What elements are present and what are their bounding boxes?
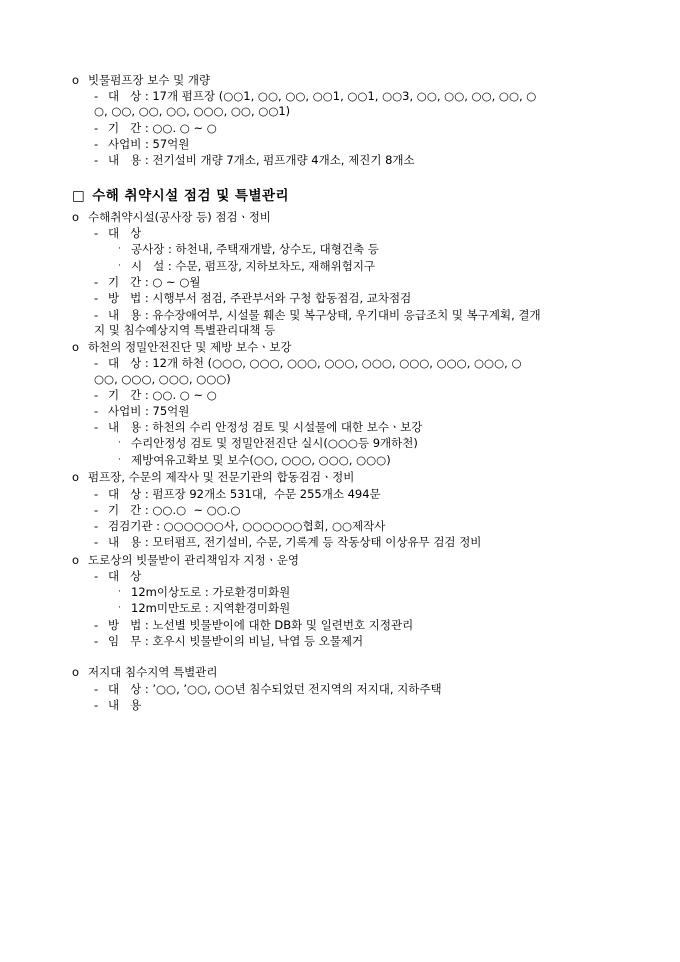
- list-item-label: 기 간 : ○○. ○ ~ ○: [108, 120, 217, 135]
- list-item: [94, 699, 632, 712]
- dot-marker-icon: ·: [118, 603, 121, 614]
- list-item: [118, 243, 632, 257]
- list-item-label: 12m이상도로 : 가로환경미화원: [131, 584, 291, 599]
- list-item: [94, 357, 632, 370]
- dash-marker-icon: -: [94, 486, 99, 501]
- list-item-label: 대 상: [108, 226, 142, 241]
- list-item-label: 하천의 정밀안전진단 및 제방 보수ㆍ보강: [88, 340, 292, 355]
- list-item: [118, 602, 632, 616]
- dash-marker-icon: -: [94, 307, 99, 322]
- section-flood-vulnerable: [72, 189, 632, 712]
- dash-marker-icon: -: [94, 535, 99, 550]
- dash-marker-icon: -: [94, 420, 99, 435]
- list-item: [118, 454, 632, 468]
- list-item: [118, 260, 632, 274]
- list-item-label: 임 무 : 호우시 빗물받이의 비닐, 낙엽 등 오물제거: [108, 634, 364, 649]
- dash-marker-icon: -: [94, 519, 99, 534]
- list-item: [72, 74, 632, 87]
- dash-marker-icon: -: [94, 568, 99, 583]
- list-item-label: 내 용 : 모터펌프, 전기설비, 수문, 기록계 등 작동상태 이상유무 검검 정비: [108, 535, 482, 550]
- dash-marker-icon: -: [94, 697, 99, 712]
- list-item-label: 방 법 : 시행부서 점검, 주관부서와 구청 합동점검, 교차점검: [108, 291, 412, 306]
- list-item-label: 펌프장, 수문의 제작사 및 전문기관의 합동검검ㆍ정비: [88, 470, 355, 485]
- dash-marker-icon: -: [94, 226, 99, 241]
- dot-marker-icon: ·: [118, 260, 121, 271]
- list-item: [94, 122, 632, 135]
- list-item-label: 기 간 : ○○.○ ~ ○○.○: [108, 502, 241, 517]
- list-item-label: 사업비 : 75억원: [108, 404, 190, 419]
- list-item: [94, 227, 632, 240]
- list-item-continuation: [94, 105, 632, 118]
- section-rain-pump: [72, 74, 632, 167]
- list-item-label: 내 용 : 유수장애여부, 시설물 훼손 및 복구상태, 우기대비 응급조치 및 복구계획, 결개: [108, 307, 541, 322]
- dash-marker-icon: -: [94, 153, 99, 168]
- list-item: [94, 570, 632, 583]
- list-item-label: 지 및 침수예상지역 특별관리대책 등: [94, 322, 276, 337]
- dash-marker-icon: -: [94, 617, 99, 632]
- list-item: [94, 488, 632, 501]
- list-item: [94, 405, 632, 418]
- list-item: [94, 389, 632, 402]
- circle-marker-icon: o: [72, 340, 80, 355]
- list-item: [72, 666, 632, 679]
- list-item-label: 도로상의 빗물받이 관리책임자 지정ㆍ운영: [88, 552, 299, 567]
- list-item: [94, 504, 632, 517]
- list-item-label: 사업비 : 57억원: [108, 136, 190, 151]
- list-item-label: 내 용: [108, 697, 142, 712]
- list-item-label: 내 용 : 전기설비 개량 7개소, 펌프개량 4개소, 제진기 8개소: [108, 153, 415, 168]
- list-item-label: 수해취약시설(공사장 등) 점검ㆍ정비: [88, 209, 271, 224]
- list-item: [94, 619, 632, 632]
- list-item-label: 기 간 : ○ ~ ○월: [108, 275, 201, 290]
- dash-marker-icon: -: [94, 502, 99, 517]
- list-item-label: 수리안정성 검토 및 정밀안전진단 실시(○○○등 9개하천): [131, 436, 418, 451]
- list-item: [118, 586, 632, 600]
- dash-marker-icon: -: [94, 681, 99, 696]
- list-item-label: 대 상: [108, 568, 142, 583]
- circle-marker-icon: o: [72, 665, 80, 680]
- dash-marker-icon: -: [94, 291, 99, 306]
- list-item-label: 대 상 : 17개 펌프장 (○○1, ○○, ○○, ○○1, ○○1, ○○3, ○○, ○○, ○○, ○○, ○: [108, 89, 537, 104]
- list-item-label: 12m미만도로 : 지역환경미화원: [131, 601, 291, 616]
- list-item-label: 제방여유고확보 및 보수(○○, ○○○, ○○○, ○○○): [131, 452, 391, 467]
- dash-marker-icon: -: [94, 136, 99, 151]
- list-item-label: 빗물펌프장 보수 및 개량: [88, 73, 211, 87]
- list-item-label: 검검기관 : ○○○○○○사, ○○○○○○협회, ○○제작사: [108, 519, 386, 534]
- list-item: [94, 536, 632, 549]
- list-item: [72, 554, 632, 567]
- section-heading-label: 수해 취약시설 점검 및 특별관리: [92, 188, 290, 205]
- circle-marker-icon: o: [72, 209, 80, 224]
- list-item-label: 대 상 : 12개 하천 (○○○, ○○○, ○○○, ○○○, ○○○, ○○○, ○○○, ○○○, ○: [108, 356, 522, 371]
- dash-marker-icon: -: [94, 120, 99, 135]
- list-item-continuation: [94, 373, 632, 386]
- spacer: [72, 648, 632, 662]
- dash-marker-icon: -: [94, 387, 99, 402]
- circle-marker-icon: o: [72, 73, 80, 87]
- list-item: [94, 292, 632, 305]
- list-item: [118, 437, 632, 451]
- dot-marker-icon: ·: [118, 438, 121, 449]
- list-item: [94, 520, 632, 533]
- list-item: [94, 421, 632, 434]
- list-item: [94, 683, 632, 696]
- dot-marker-icon: ·: [118, 586, 121, 597]
- dash-marker-icon: -: [94, 356, 99, 371]
- dot-marker-icon: ·: [118, 454, 121, 465]
- circle-marker-icon: o: [72, 552, 80, 567]
- list-item: [72, 471, 632, 484]
- list-item-label: 내 용 : 하천의 수리 안정성 검토 및 시설물에 대한 보수ㆍ보강: [108, 420, 423, 435]
- list-item: [94, 276, 632, 289]
- list-item-label: 기 간 : ○○. ○ ~ ○: [108, 387, 217, 402]
- list-item: [94, 90, 632, 103]
- section-heading: [72, 189, 632, 205]
- square-marker-icon: □: [72, 188, 86, 205]
- list-item-label: 시 설 : 수문, 펌프장, 지하보차도, 재해위험지구: [131, 258, 376, 273]
- dot-marker-icon: ·: [118, 244, 121, 255]
- dash-marker-icon: -: [94, 634, 99, 649]
- list-item: [94, 309, 632, 322]
- list-item-label: ○, ○○, ○○, ○○, ○○○, ○○, ○○1): [94, 104, 291, 119]
- dash-marker-icon: -: [94, 404, 99, 419]
- dash-marker-icon: -: [94, 275, 99, 290]
- list-item-label: ○○, ○○○, ○○○, ○○○): [94, 371, 231, 386]
- list-item: [72, 341, 632, 354]
- list-item: [94, 635, 632, 648]
- circle-marker-icon: o: [72, 470, 80, 485]
- list-item-label: 대 상 : ’○○, ’○○, ○○년 침수되었던 전지역의 저지대, 지하주택: [108, 681, 442, 696]
- list-item: [72, 211, 632, 224]
- list-item: [94, 154, 632, 167]
- list-item-label: 저지대 침수지역 특별관리: [88, 665, 218, 680]
- list-item-label: 대 상 : 펌프장 92개소 531대, 수문 255개소 494문: [108, 486, 381, 501]
- list-item: [94, 138, 632, 151]
- list-item-label: 방 법 : 노선별 빗물받이에 대한 DB화 및 일련번호 지정관리: [108, 617, 414, 632]
- list-item-label: 공사장 : 하천내, 주택재개발, 상수도, 대형건축 등: [131, 242, 379, 257]
- list-item-continuation: [94, 324, 632, 337]
- dash-marker-icon: -: [94, 89, 99, 104]
